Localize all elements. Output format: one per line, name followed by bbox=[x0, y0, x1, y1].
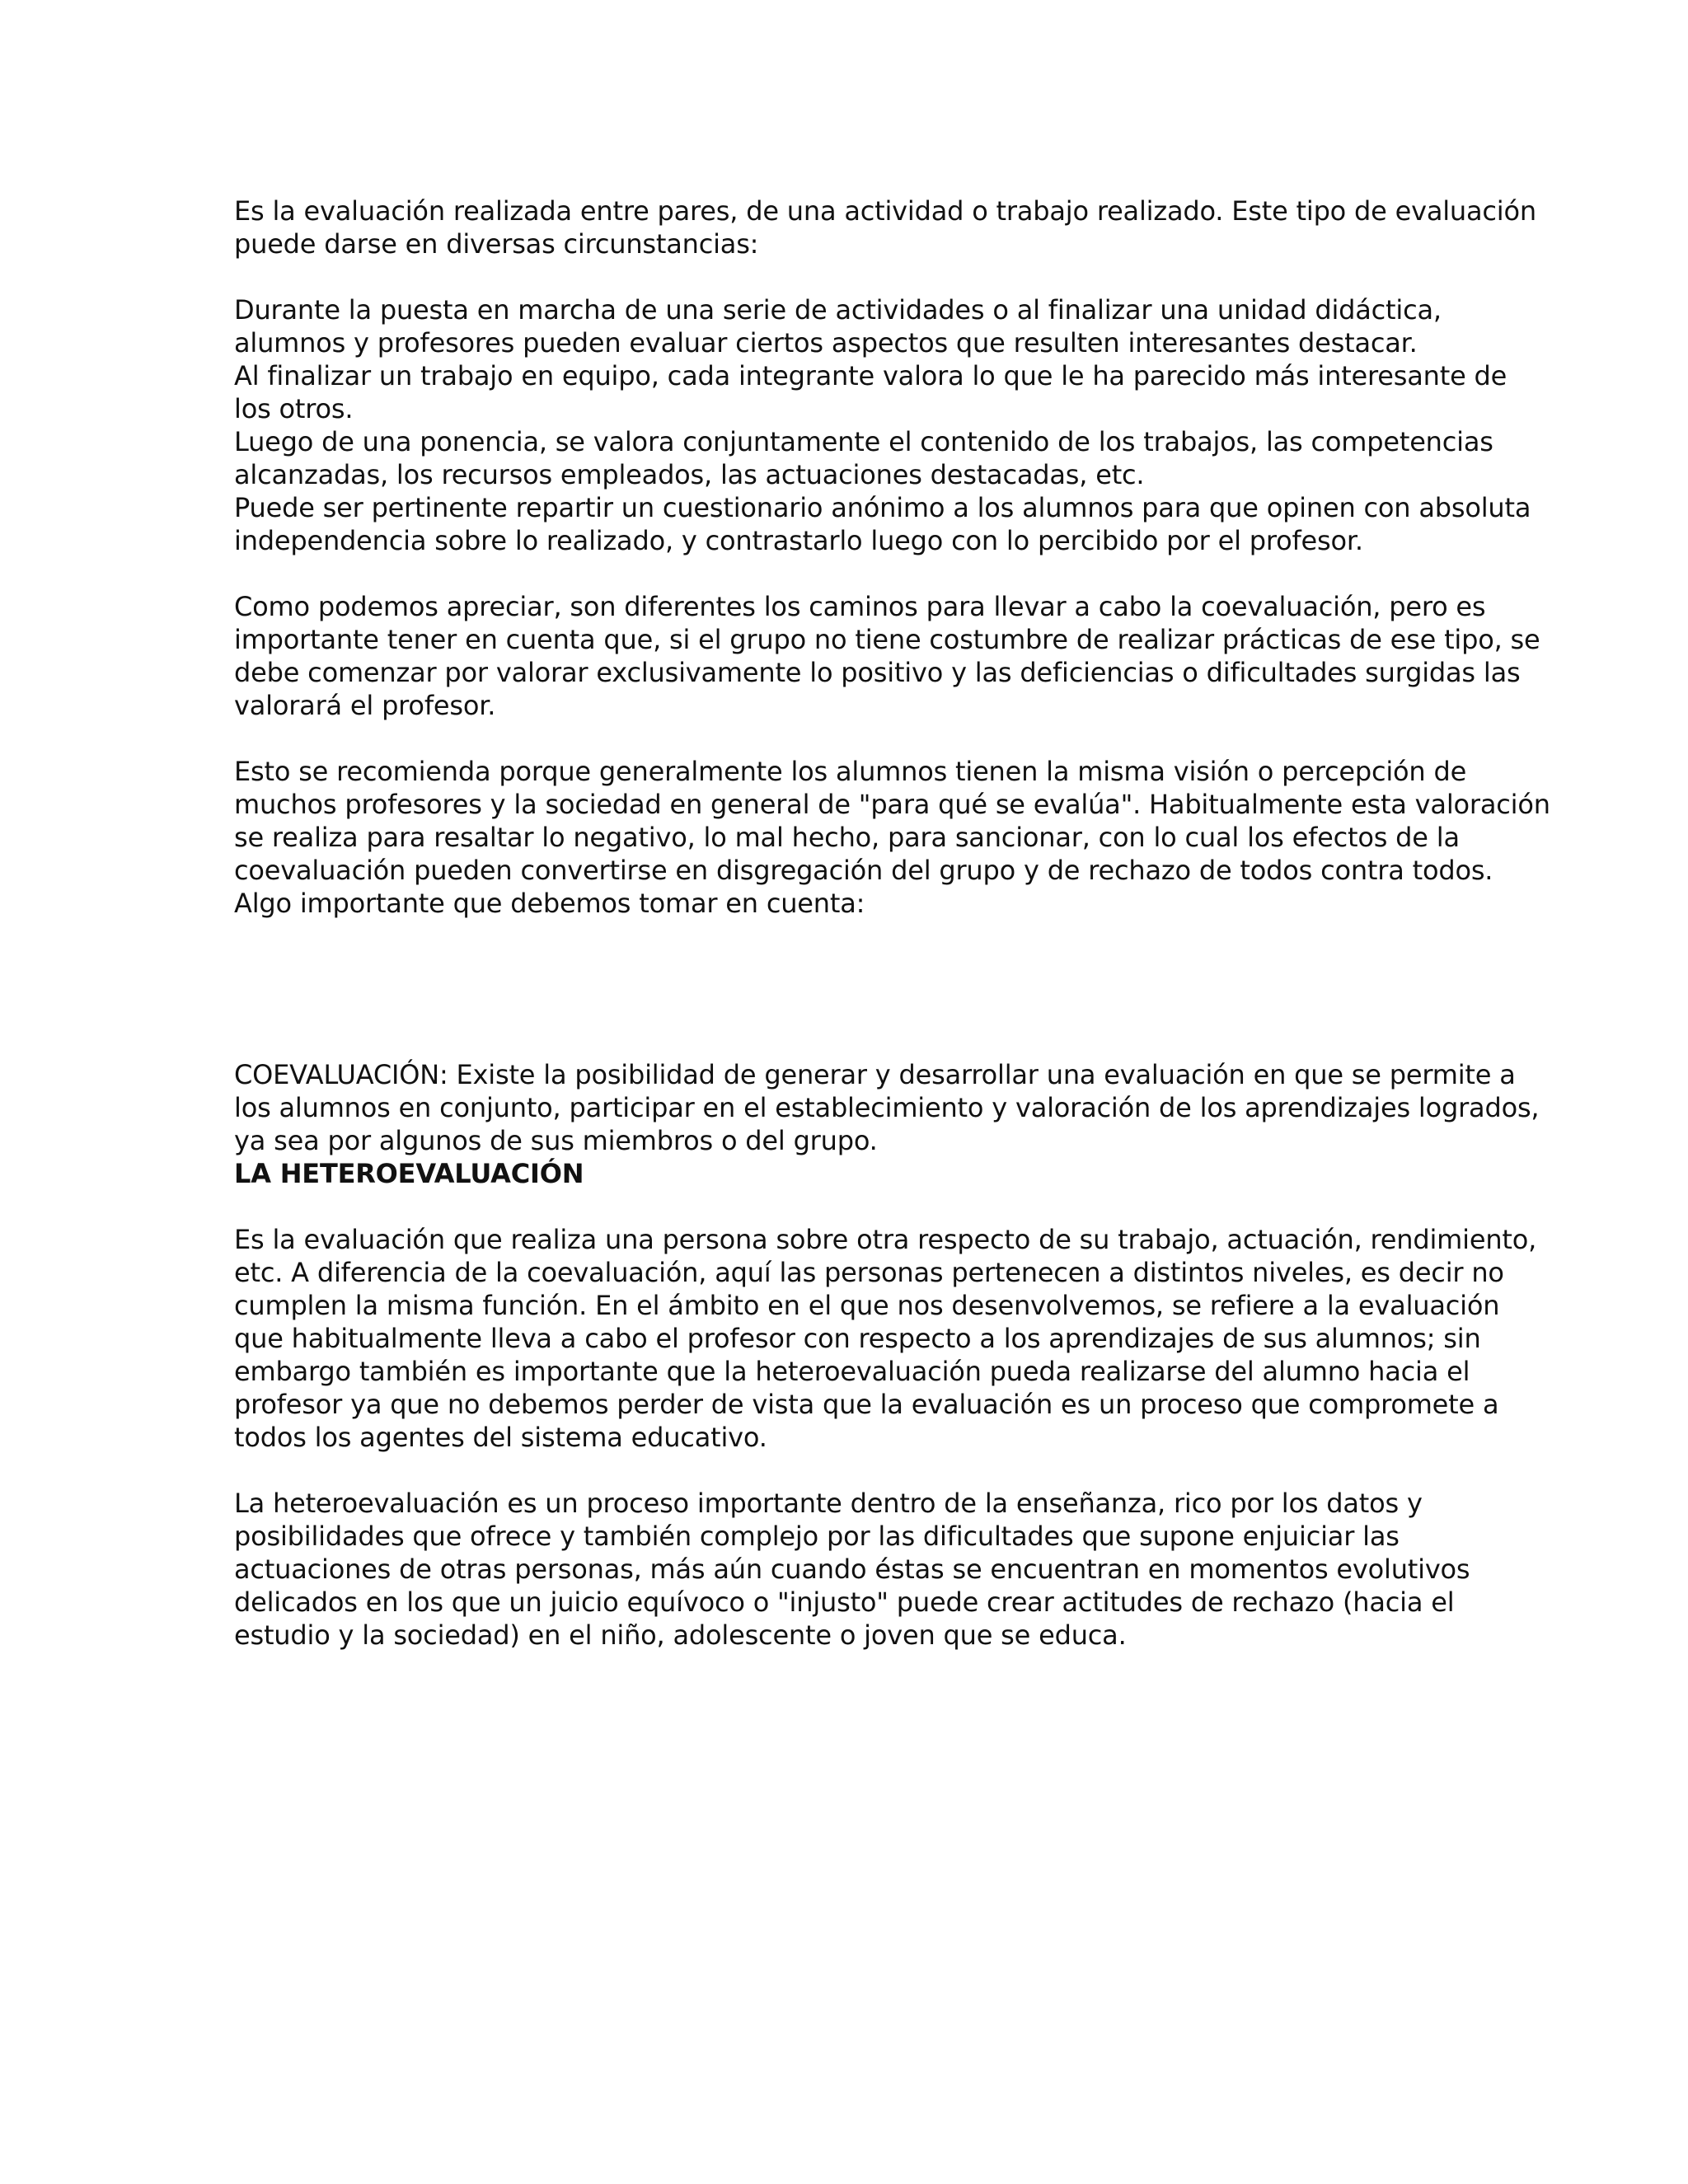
circumstance-line: Al finalizar un trabajo en equipo, cada integrante valora lo que le ha parecido más interesante de bbox=[234, 360, 1507, 391]
section-heading: LA HETEROEVALUACIÓN bbox=[234, 1158, 584, 1189]
coevaluacion-line: ya sea por algunos de sus miembros o del grupo. bbox=[234, 1125, 878, 1156]
intro-line: puede darse en diversas circunstancias: bbox=[234, 228, 759, 260]
paths-line: debe comenzar por valorar exclusivamente lo positivo y las deficiencias o dificultades surgidas las bbox=[234, 657, 1521, 688]
paths-line: Como podemos apreciar, son diferentes los caminos para llevar a cabo la coevaluación, pero es bbox=[234, 591, 1486, 622]
hetero-line: actuaciones de otras personas, más aún cuando éstas se encuentran en momentos evolutivos bbox=[234, 1554, 1470, 1585]
hetero-line: posibilidades que ofrece y también complejo por las dificultades que supone enjuiciar las bbox=[234, 1521, 1400, 1552]
circumstance-line: alcanzadas, los recursos empleados, las actuaciones destacadas, etc. bbox=[234, 459, 1145, 490]
coevaluacion-line: los alumnos en conjunto, participar en el establecimiento y valoración de los aprendizajes logrados, bbox=[234, 1092, 1540, 1123]
hetero-line: profesor ya que no debemos perder de vista que la evaluación es un proceso que compromete a bbox=[234, 1389, 1499, 1420]
hetero-line: estudio y la sociedad) en el niño, adolescente o joven que se educa. bbox=[234, 1619, 1127, 1651]
circumstance-line: Luego de una ponencia, se valora conjuntamente el contenido de los trabajos, las competencias bbox=[234, 426, 1493, 457]
intro-line: Es la evaluación realizada entre pares, de una actividad o trabajo realizado. Este tipo de evaluación bbox=[234, 195, 1536, 227]
hetero-line: embargo también es importante que la heteroevaluación pueda realizarse del alumno hacia el bbox=[234, 1356, 1470, 1387]
circumstance-line: independencia sobre lo realizado, y contrastarlo luego con lo percibido por el profesor. bbox=[234, 525, 1363, 556]
coevaluacion-line: COEVALUACIÓN: Existe la posibilidad de generar y desarrollar una evaluación en que se permite a bbox=[234, 1059, 1516, 1090]
recommendation-line: Algo importante que debemos tomar en cuenta: bbox=[234, 888, 865, 919]
circumstance-line: Durante la puesta en marcha de una serie de actividades o al finalizar una unidad didáctica, bbox=[234, 294, 1442, 326]
paths-line: valorará el profesor. bbox=[234, 690, 496, 721]
circumstance-line: alumnos y profesores pueden evaluar ciertos aspectos que resulten interesantes destacar. bbox=[234, 327, 1418, 359]
paths-line: importante tener en cuenta que, si el grupo no tiene costumbre de realizar prácticas de ese tipo, se bbox=[234, 624, 1540, 655]
recommendation-line: muchos profesores y la sociedad en general de "para qué se evalúa". Habitualmente esta valoración bbox=[234, 789, 1550, 820]
hetero-line: La heteroevaluación es un proceso importante dentro de la enseñanza, rico por los datos y bbox=[234, 1488, 1423, 1519]
hetero-line: etc. A diferencia de la coevaluación, aquí las personas pertenecen a distintos niveles, es decir no bbox=[234, 1257, 1504, 1288]
recommendation-line: Esto se recomienda porque generalmente los alumnos tienen la misma visión o percepción de bbox=[234, 756, 1467, 787]
hetero-line: que habitualmente lleva a cabo el profesor con respecto a los aprendizajes de sus alumnos; sin bbox=[234, 1323, 1481, 1354]
hetero-line: Es la evaluación que realiza una persona sobre otra respecto de su trabajo, actuación, rendimiento, bbox=[234, 1224, 1537, 1255]
recommendation-line: coevaluación pueden convertirse en disgregación del grupo y de rechazo de todos contra todos. bbox=[234, 855, 1493, 886]
circumstance-line: Puede ser pertinente repartir un cuestionario anónimo a los alumnos para que opinen con absoluta bbox=[234, 492, 1531, 523]
circumstance-line: los otros. bbox=[234, 393, 354, 424]
hetero-line: delicados en los que un juicio equívoco o "injusto" puede crear actitudes de rechazo (hacia el bbox=[234, 1586, 1455, 1618]
hetero-line: cumplen la misma función. En el ámbito en el que nos desenvolvemos, se refiere a la evaluación bbox=[234, 1290, 1500, 1321]
hetero-line: todos los agentes del sistema educativo. bbox=[234, 1422, 767, 1453]
recommendation-line: se realiza para resaltar lo negativo, lo mal hecho, para sancionar, con lo cual los efectos de la bbox=[234, 822, 1460, 853]
